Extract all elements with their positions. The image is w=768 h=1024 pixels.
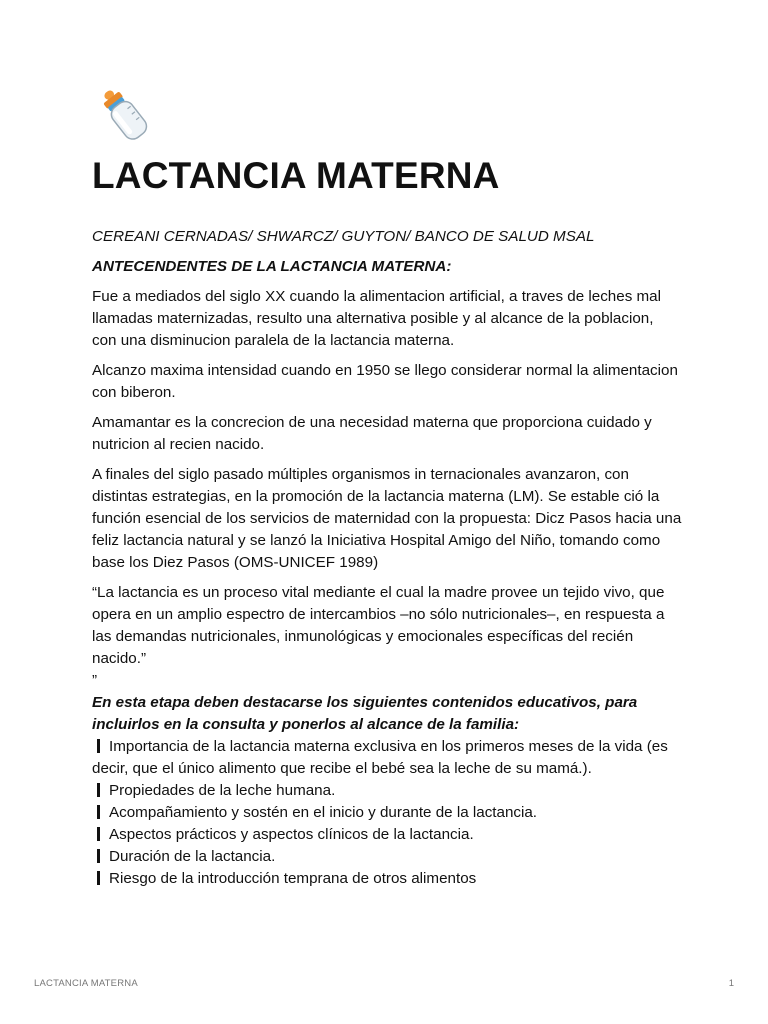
authors-line: CEREANI CERNADAS/ SHWARCZ/ GUYTON/ BANCO DE SALUD MSAL: [92, 228, 595, 245]
paragraph: Fue a mediados del siglo XX cuando la alimentacion artificial, a traves de leches mal llamadas maternizadas, resulto una alternativa posible y al alcance de la poblacion, con una disminucion paralela de la lactancia materna.: [92, 288, 661, 349]
paragraph: Alcanzo maxima intensidad cuando en 1950 se llego considerar normal la alimentacion con biberon.: [92, 362, 678, 401]
bullet-bar-icon: [97, 871, 100, 885]
list-item: [92, 846, 682, 868]
list-item-text: Duración de la lactancia.: [109, 848, 276, 865]
list-item: [92, 868, 682, 890]
list-item: [92, 736, 682, 780]
bullet-bar-icon: [97, 849, 100, 863]
bullet-bar-icon: [97, 805, 100, 819]
document-body: [92, 226, 682, 890]
list-item-text: Propiedades de la leche humana.: [109, 782, 336, 799]
list-item-text: Acompañamiento y sostén en el inicio y durante de la lactancia.: [109, 804, 538, 821]
content-list: [92, 736, 682, 890]
emphasis-paragraph: En esta etapa deben destacarse los siguientes contenidos educativos, para incluirlos en la consulta y ponerlos al alcance de la familia:: [92, 694, 638, 733]
paragraph: Amamantar es la concrecion de una necesidad materna que proporciona cuidado y nutricion al recien nacido.: [92, 414, 652, 453]
bullet-bar-icon: [97, 827, 100, 841]
list-item: [92, 780, 682, 802]
list-item-text: Importancia de la lactancia materna exclusiva en los primeros meses de la vida (es decir, que el único alimento que recibe el bebé sea la leche de su mamá.).: [92, 738, 668, 777]
list-item: [92, 824, 682, 846]
page-number: 1: [728, 978, 734, 989]
footer-title: LACTANCIA MATERNA: [34, 978, 138, 989]
bullet-bar-icon: [97, 739, 100, 753]
baby-bottle-icon: [92, 88, 156, 140]
paragraph: A finales del siglo pasado múltiples organismos in ternacionales avanzaron, con distintas estrategias, en la promoción de la lactancia materna (LM). Se estable ció la función esencial de los servicios de maternidad con la propuesta: Dicz Pasos hacia una feliz lactancia natural y se lanzó la Iniciativa Hospital Amigo del Niño, tomando como base los Diez Pasos (OMS-UNICEF 1989): [92, 466, 682, 571]
document-title: LACTANCIA MATERNA: [92, 155, 500, 196]
quote-paragraph: “La lactancia es un proceso vital mediante el cual la madre provee un tejido vivo, que opera en un amplio espectro de intercambios –no sólo nutricionales–, en respuesta a las demandas nutricionales, inmunológicas y emocionales específicas del recién nacido.”: [92, 584, 665, 667]
list-item-text: Aspectos prácticos y aspectos clínicos de la lactancia.: [109, 826, 474, 843]
list-item-text: Riesgo de la introducción temprana de otros alimentos: [109, 870, 477, 887]
list-item: [92, 802, 682, 824]
bullet-bar-icon: [97, 783, 100, 797]
section-heading: ANTECENDENTES DE LA LACTANCIA MATERNA:: [92, 258, 452, 275]
stray-quote-mark: ”: [92, 672, 98, 689]
